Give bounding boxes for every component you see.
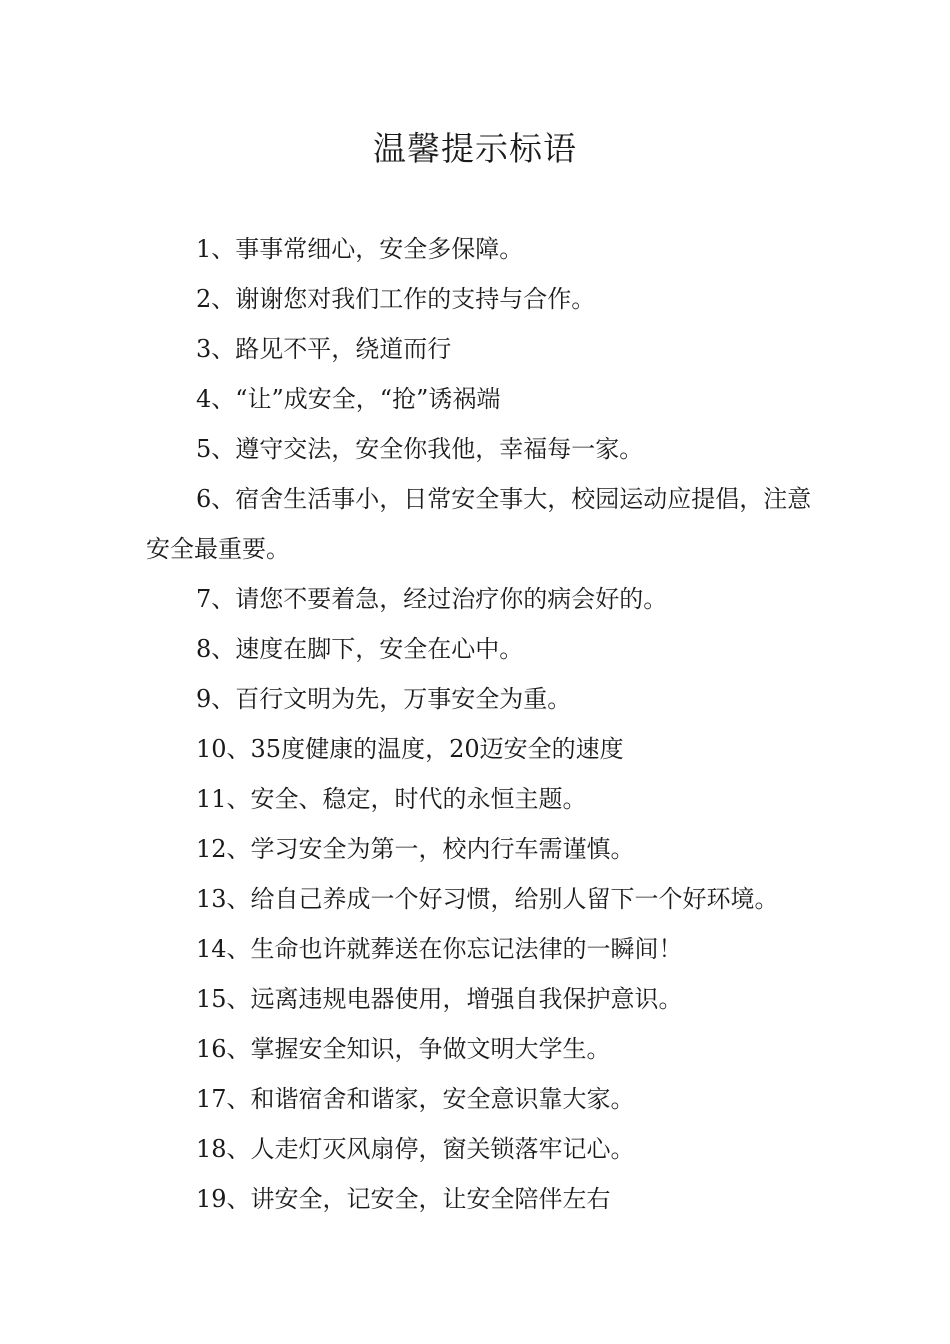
slogan-list xyxy=(146,224,826,1224)
slogan-item-12: 12、学习安全为第一，校内行车需谨慎。 xyxy=(196,835,635,863)
slogan-item-4: 4、“让”成安全，“抢”诱祸端 xyxy=(196,385,501,413)
slogan-item-5: 5、遵守交法，安全你我他，幸福每一家。 xyxy=(196,435,644,463)
slogan-item-15: 15、远离违规电器使用，增强自我保护意识。 xyxy=(196,985,683,1013)
slogan-item-8: 8、速度在脚下，安全在心中。 xyxy=(196,635,524,663)
slogan-item-9: 9、百行文明为先，万事安全为重。 xyxy=(196,685,572,713)
slogan-item-19: 19、讲安全，记安全，让安全陪伴左右 xyxy=(196,1185,611,1213)
slogan-item-6: 6、宿舍生活事小，日常安全事大，校园运动应提倡，注意安全最重要。 xyxy=(146,485,812,563)
slogan-item-11: 11、安全、稳定，时代的永恒主题。 xyxy=(196,785,587,813)
slogan-item-3: 3、路见不平，绕道而行 xyxy=(196,335,452,363)
slogan-item-1: 1、事事常细心，安全多保障。 xyxy=(196,235,524,263)
slogan-item-7: 7、请您不要着急，经过治疗你的病会好的。 xyxy=(196,585,668,613)
slogan-item-18: 18、人走灯灭风扇停，窗关锁落牢记心。 xyxy=(196,1135,635,1163)
slogan-item-2: 2、谢谢您对我们工作的支持与合作。 xyxy=(196,285,596,313)
slogan-item-13: 13、给自己养成一个好习惯，给别人留下一个好环境。 xyxy=(196,885,779,913)
document-title: 温馨提示标语 xyxy=(373,129,577,168)
slogan-item-14: 14、生命也许就葬送在你忘记法律的一瞬间！ xyxy=(196,935,683,963)
slogan-item-16: 16、掌握安全知识，争做文明大学生。 xyxy=(196,1035,611,1063)
slogan-item-10: 10、35度健康的温度，20迈安全的速度 xyxy=(196,735,624,763)
slogan-item-17: 17、和谐宿舍和谐家，安全意识靠大家。 xyxy=(196,1085,635,1113)
